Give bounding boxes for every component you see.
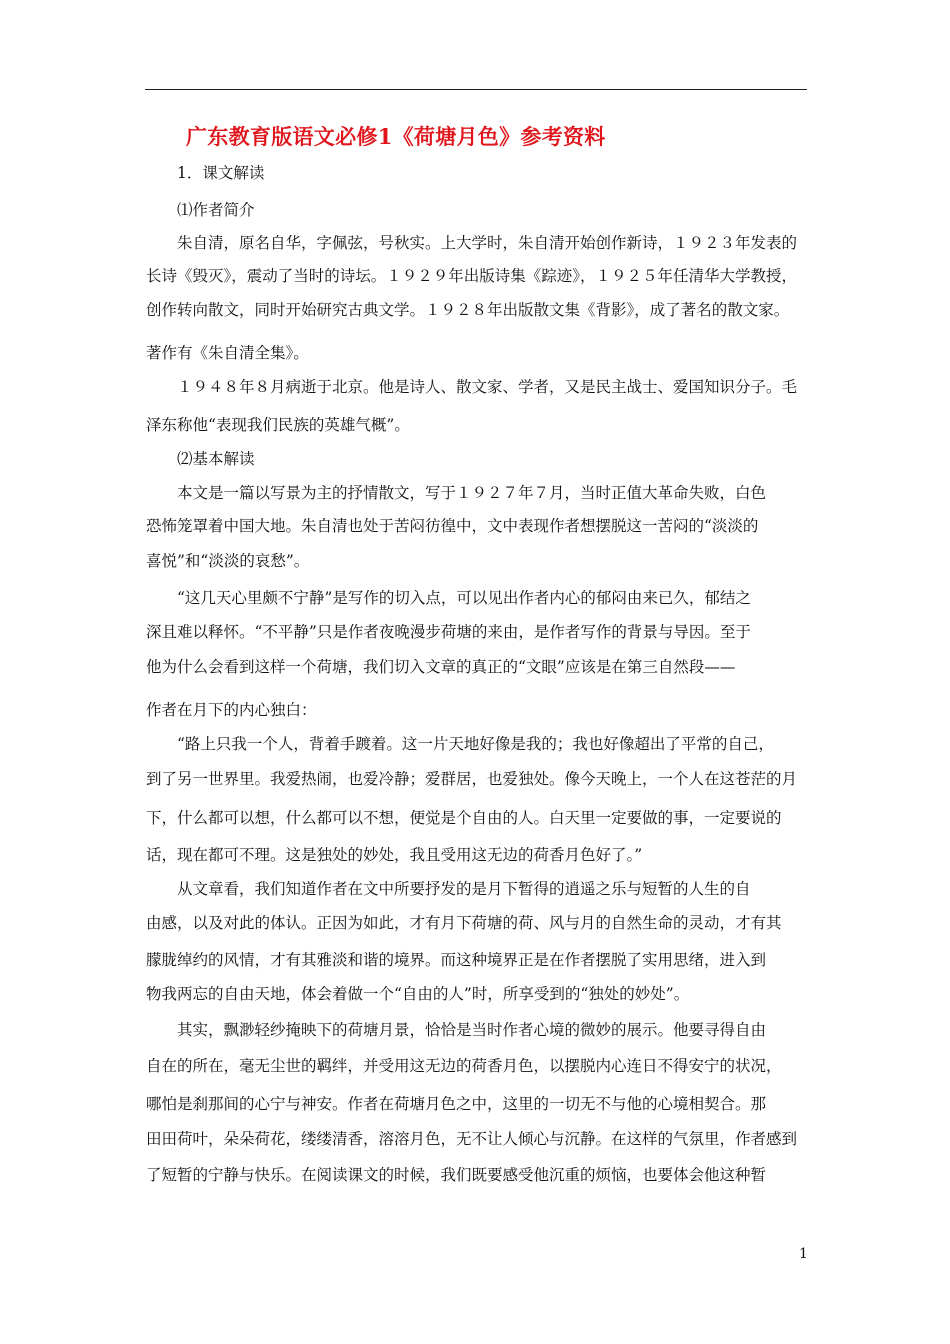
paragraph-line: 哪怕是刹那间的心宁与神安。作者在荷塘月色之中，这里的一切无不与他的心境相契合。那 [146, 1095, 767, 1113]
paragraph-line: 长诗《毁灭》，震动了当时的诗坛。１９２９年出版诗集《踪迹》，１９２５年任清华大学教授， [146, 267, 798, 285]
paragraph-line: 其实，飘渺轻纱掩映下的荷塘月景，恰恰是当时作者心境的微妙的展示。他要寻得自由 [177, 1021, 767, 1039]
page-number: 1 [799, 1246, 808, 1262]
quote-line: 下，什么都可以想，什么都可以不想，便觉是个自由的人。白天里一定要做的事，一定要说的 [146, 809, 782, 827]
paragraph-line: 了短暂的宁静与快乐。在阅读课文的时候，我们既要感受他沉重的烦恼，也要体会他这种暂 [146, 1166, 767, 1184]
paragraph-line: 朦胧绰约的风情，才有其雅淡和谐的境界。而这种境界正是在作者摆脱了实用思绪，进入到 [146, 951, 767, 969]
paragraph-line: 作者在月下的内心独白： [146, 701, 317, 719]
paragraph-line: １９４８年８月病逝于北京。他是诗人、散文家、学者，又是民主战士、爱国知识分子。毛 [177, 378, 798, 396]
paragraph-line: 喜悦”和“淡淡的哀愁”。 [146, 552, 310, 570]
paragraph-line: 由感，以及对此的体认。正因为如此，才有月下荷塘的荷、风与月的自然生命的灵动，才有其 [146, 914, 782, 932]
paragraph-line: 恐怖笼罩着中国大地。朱自清也处于苦闷彷徨中，文中表现作者想摆脱这一苦闷的“淡淡的 [146, 517, 759, 535]
paragraph-line: 朱自清，原名自华，字佩弦，号秋实。上大学时，朱自清开始创作新诗，１９２３年发表的 [177, 234, 798, 252]
paragraph-line: 本文是一篇以写景为主的抒情散文，写于１９２７年７月，当时正值大革命失败，白色 [177, 484, 767, 502]
paragraph-line: 从文章看，我们知道作者在文中所要抒发的是月下暂得的逍遥之乐与短暂的人生的自 [177, 880, 751, 898]
quote-line: 到了另一世界里。我爱热闹，也爱冷静；爱群居，也爱独处。像今天晚上，一个人在这苍茫的月 [146, 770, 798, 788]
paragraph-line: 泽东称他“表现我们民族的英雄气概”。 [146, 416, 410, 434]
subsection-heading: ⑵基本解读 [177, 450, 255, 468]
paragraph-line: 物我两忘的自由天地，体会着做一个“自由的人”时，所享受到的“独处的妙处”。 [146, 985, 690, 1003]
paragraph-line: “这几天心里颇不宁静”是写作的切入点，可以见出作者内心的郁闷由来已久，郁结之 [177, 589, 751, 607]
paragraph-line: 他为什么会看到这样一个荷塘，我们切入文章的真正的“文眼”应该是在第三自然段—— [146, 658, 736, 676]
section-heading: 1．课文解读 [177, 164, 265, 182]
paragraph-line: 深且难以释怀。“不平静”只是作者夜晚漫步荷塘的来由，是作者写作的背景与导因。至于 [146, 623, 751, 641]
paragraph-line: 著作有《朱自清全集》。 [146, 344, 309, 362]
quote-line: “路上只我一个人，背着手踱着。这一片天地好像是我的；我也好像超出了平常的自己， [177, 735, 774, 753]
subsection-heading: ⑴作者简介 [177, 201, 255, 219]
quote-line: 话，现在都可不理。这是独处的妙处，我且受用这无边的荷香月色好了。” [146, 846, 643, 864]
paragraph-line: 田田荷叶，朵朵荷花，缕缕清香，溶溶月色，无不让人倾心与沉静。在这样的气氛里，作者感到 [146, 1130, 798, 1148]
paragraph-line: 创作转向散文，同时开始研究古典文学。１９２８年出版散文集《背影》，成了著名的散文家。 [146, 301, 790, 319]
document-title: 广东教育版语文必修1《荷塘月色》参考资料 [186, 124, 606, 149]
paragraph-line: 自在的所在，毫无尘世的羁绊，并受用这无边的荷香月色，以摆脱内心连日不得安宁的状况， [146, 1057, 782, 1075]
header-rule [145, 89, 807, 90]
